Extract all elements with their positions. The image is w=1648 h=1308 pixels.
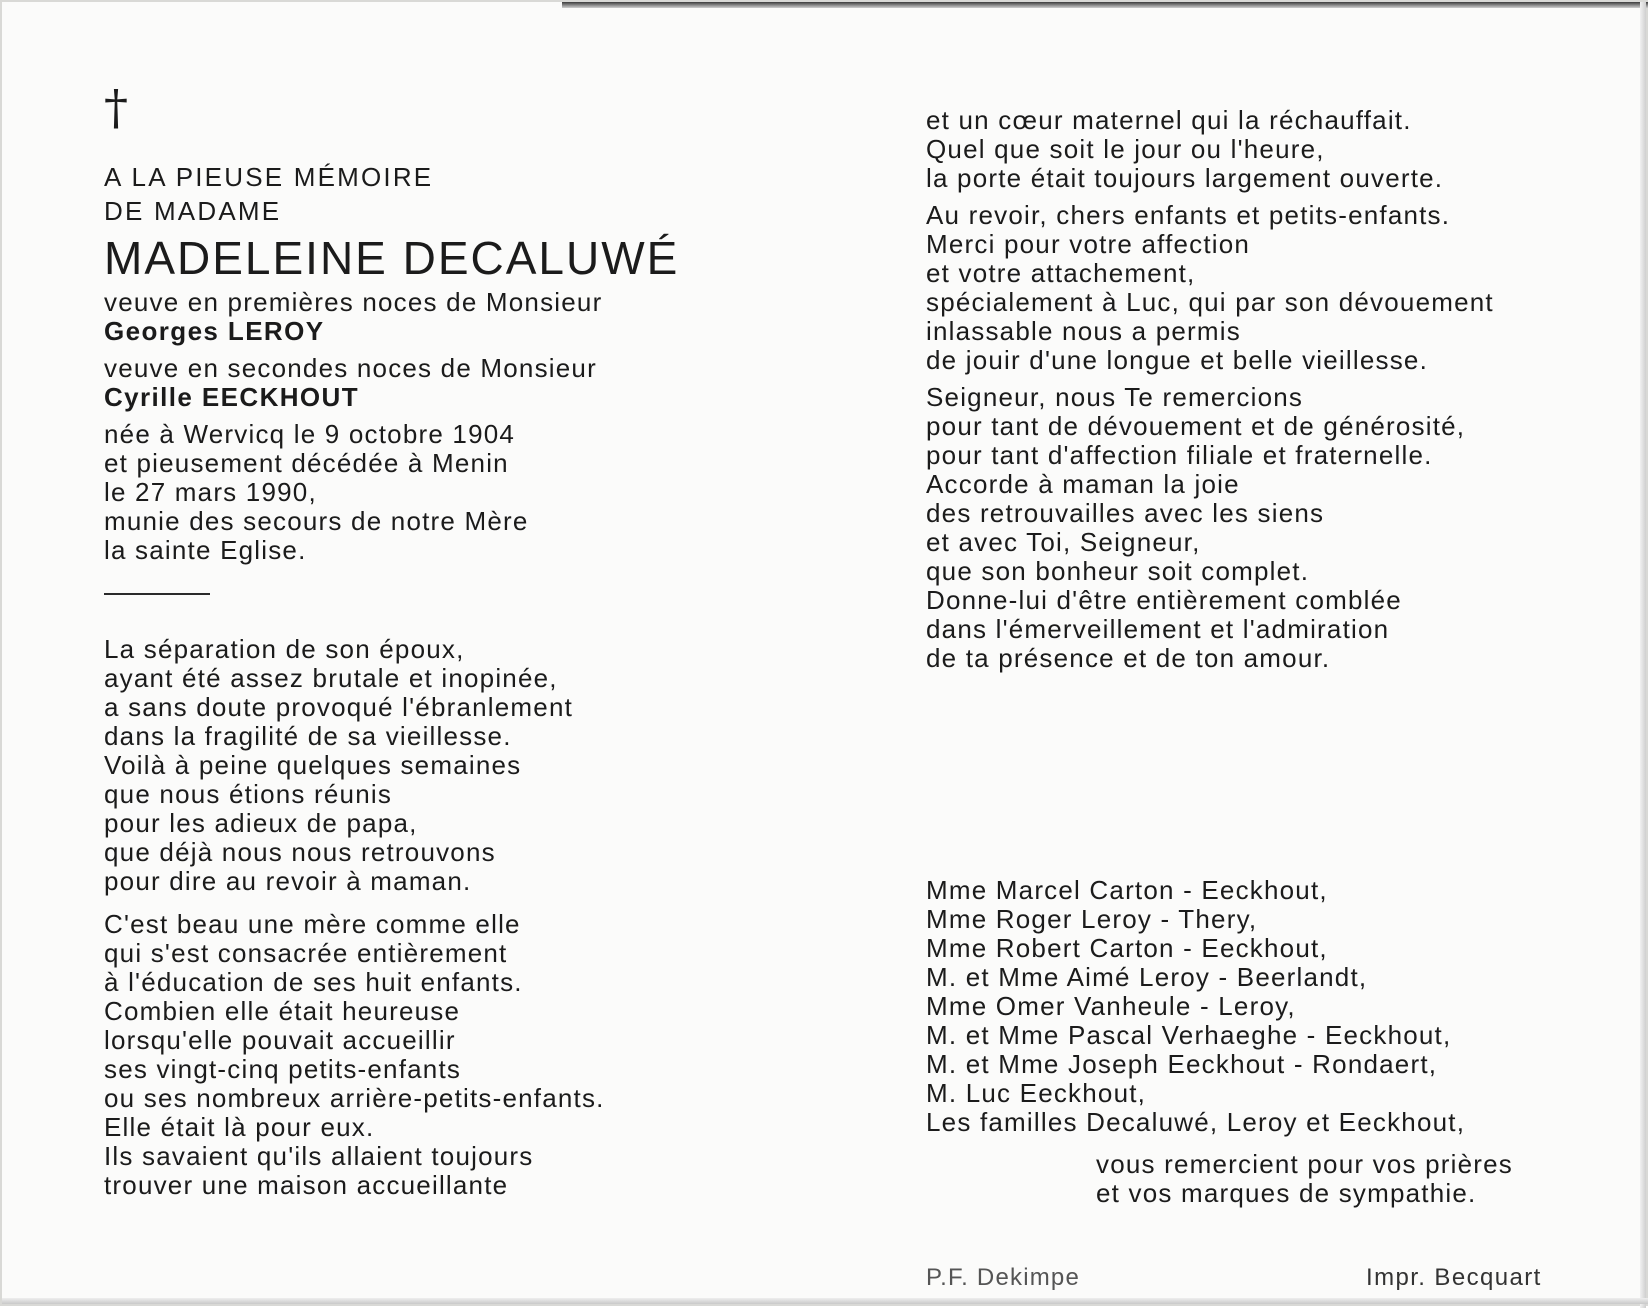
text-line: pour tant d'affection filiale et fraternelle. <box>926 440 1433 470</box>
text-line: dans l'émerveillement et l'admiration <box>926 614 1390 644</box>
first-husband-name: Georges LEROY <box>104 316 325 346</box>
text-line: C'est beau une mère comme elle <box>104 909 521 939</box>
text-line: des retrouvailles avec les siens <box>926 498 1325 528</box>
text-line: pour dire au revoir à maman. <box>104 866 472 896</box>
text-line: spécialement à Luc, qui par son dévouement <box>926 287 1494 317</box>
left-paragraph-2 <box>104 910 724 1200</box>
right-column <box>926 106 1626 673</box>
text-line: de jouir d'une longue et belle vieillesse. <box>926 345 1428 375</box>
text-line: Ils savaient qu'ils allaient toujours <box>104 1141 534 1171</box>
family-member: Mme Robert Carton - Eeckhout, <box>926 933 1328 963</box>
text-line: que son bonheur soit complet. <box>926 556 1310 586</box>
text-line: de ta présence et de ton amour. <box>926 643 1331 673</box>
printer-credit: Impr. Becquart <box>1366 1264 1542 1291</box>
second-husband-name: Cyrille EECKHOUT <box>104 382 360 412</box>
text-line: Combien elle était heureuse <box>104 996 461 1026</box>
text-line: a sans doute provoqué l'ébranlement <box>104 692 574 722</box>
text-line: et un cœur maternel qui la réchauffait. <box>926 105 1412 135</box>
deceased-name: MADELEINE DECALUWÉ <box>104 232 680 284</box>
bio-line: et pieusement décédée à Menin <box>104 448 509 478</box>
divider <box>104 593 210 595</box>
text-line: Au revoir, chers enfants et petits-enfants. <box>926 200 1451 230</box>
top-edge-shadow <box>562 2 1648 8</box>
right-edge-shadow <box>1640 2 1646 1308</box>
text-line: La séparation de son époux, <box>104 634 465 664</box>
text-line: Donne-lui d'être entièrement comblée <box>926 585 1402 615</box>
left-paragraph-1 <box>104 635 724 896</box>
family-member: Les familles Decaluwé, Leroy et Eeckhout, <box>926 1107 1466 1137</box>
text-line: dans la fragilité de sa vieillesse. <box>104 721 512 751</box>
text-line: inlassable nous a permis <box>926 316 1241 346</box>
bottom-edge-shadow <box>2 1298 1648 1304</box>
text-line: Quel que soit le jour ou l'heure, <box>926 134 1325 164</box>
family-member: M. et Mme Pascal Verhaeghe - Eeckhout, <box>926 1020 1452 1050</box>
left-column <box>104 82 724 1200</box>
text-line: que déjà nous nous retrouvons <box>104 837 496 867</box>
right-paragraph-2 <box>926 201 1626 375</box>
bio-line: la sainte Eglise. <box>104 535 307 565</box>
cross-icon: † <box>104 80 128 136</box>
text-line: Seigneur, nous Te remercions <box>926 382 1304 412</box>
text-line: pour tant de dévouement et de générosité, <box>926 411 1466 441</box>
memorial-heading-line1: A LA PIEUSE MÉMOIRE <box>104 162 434 192</box>
second-marriage-text: veuve en secondes noces de Monsieur <box>104 353 597 383</box>
family-list <box>926 876 1626 1137</box>
memorial-heading-line2: DE MADAME <box>104 196 282 226</box>
text-line: la porte était toujours largement ouverte. <box>926 163 1444 193</box>
thanks-block <box>1096 1150 1648 1208</box>
text-line: Elle était là pour eux. <box>104 1112 375 1142</box>
thanks-line: vous remercient pour vos prières <box>1096 1149 1513 1179</box>
family-member: M. Luc Eeckhout, <box>926 1078 1147 1108</box>
text-line: ses vingt-cinq petits-enfants <box>104 1054 462 1084</box>
text-line: Merci pour votre affection <box>926 229 1251 259</box>
text-line: ayant été assez brutale et inopinée, <box>104 663 558 693</box>
first-marriage-text: veuve en premières noces de Monsieur <box>104 287 603 317</box>
text-line: trouver une maison accueillante <box>104 1170 509 1200</box>
text-line: qui s'est consacrée entièrement <box>104 938 508 968</box>
family-member: M. et Mme Joseph Eeckhout - Rondaert, <box>926 1049 1438 1079</box>
text-line: à l'éducation de ses huit enfants. <box>104 967 523 997</box>
bio-line: munie des secours de notre Mère <box>104 506 529 536</box>
family-member: Mme Omer Vanheule - Leroy, <box>926 991 1296 1021</box>
right-paragraph-3 <box>926 383 1626 673</box>
bio-block <box>104 420 724 565</box>
text-line: que nous étions réunis <box>104 779 393 809</box>
bio-line: le 27 mars 1990, <box>104 477 317 507</box>
text-line: Accorde à maman la joie <box>926 469 1240 499</box>
family-member: Mme Roger Leroy - Thery, <box>926 904 1258 934</box>
bio-line: née à Wervicq le 9 octobre 1904 <box>104 419 516 449</box>
family-member: M. et Mme Aimé Leroy - Beerlandt, <box>926 962 1368 992</box>
text-line: lorsqu'elle pouvait accueillir <box>104 1025 456 1055</box>
right-paragraph-1 <box>926 106 1626 193</box>
funeral-director: P.F. Dekimpe <box>926 1264 1081 1291</box>
text-line: ou ses nombreux arrière-petits-enfants. <box>104 1083 605 1113</box>
text-line: Voilà à peine quelques semaines <box>104 750 522 780</box>
text-line: et votre attachement, <box>926 258 1196 288</box>
family-member: Mme Marcel Carton - Eeckhout, <box>926 875 1328 905</box>
text-line: et avec Toi, Seigneur, <box>926 527 1201 557</box>
text-line: pour les adieux de papa, <box>104 808 418 838</box>
thanks-line: et vos marques de sympathie. <box>1096 1178 1477 1208</box>
